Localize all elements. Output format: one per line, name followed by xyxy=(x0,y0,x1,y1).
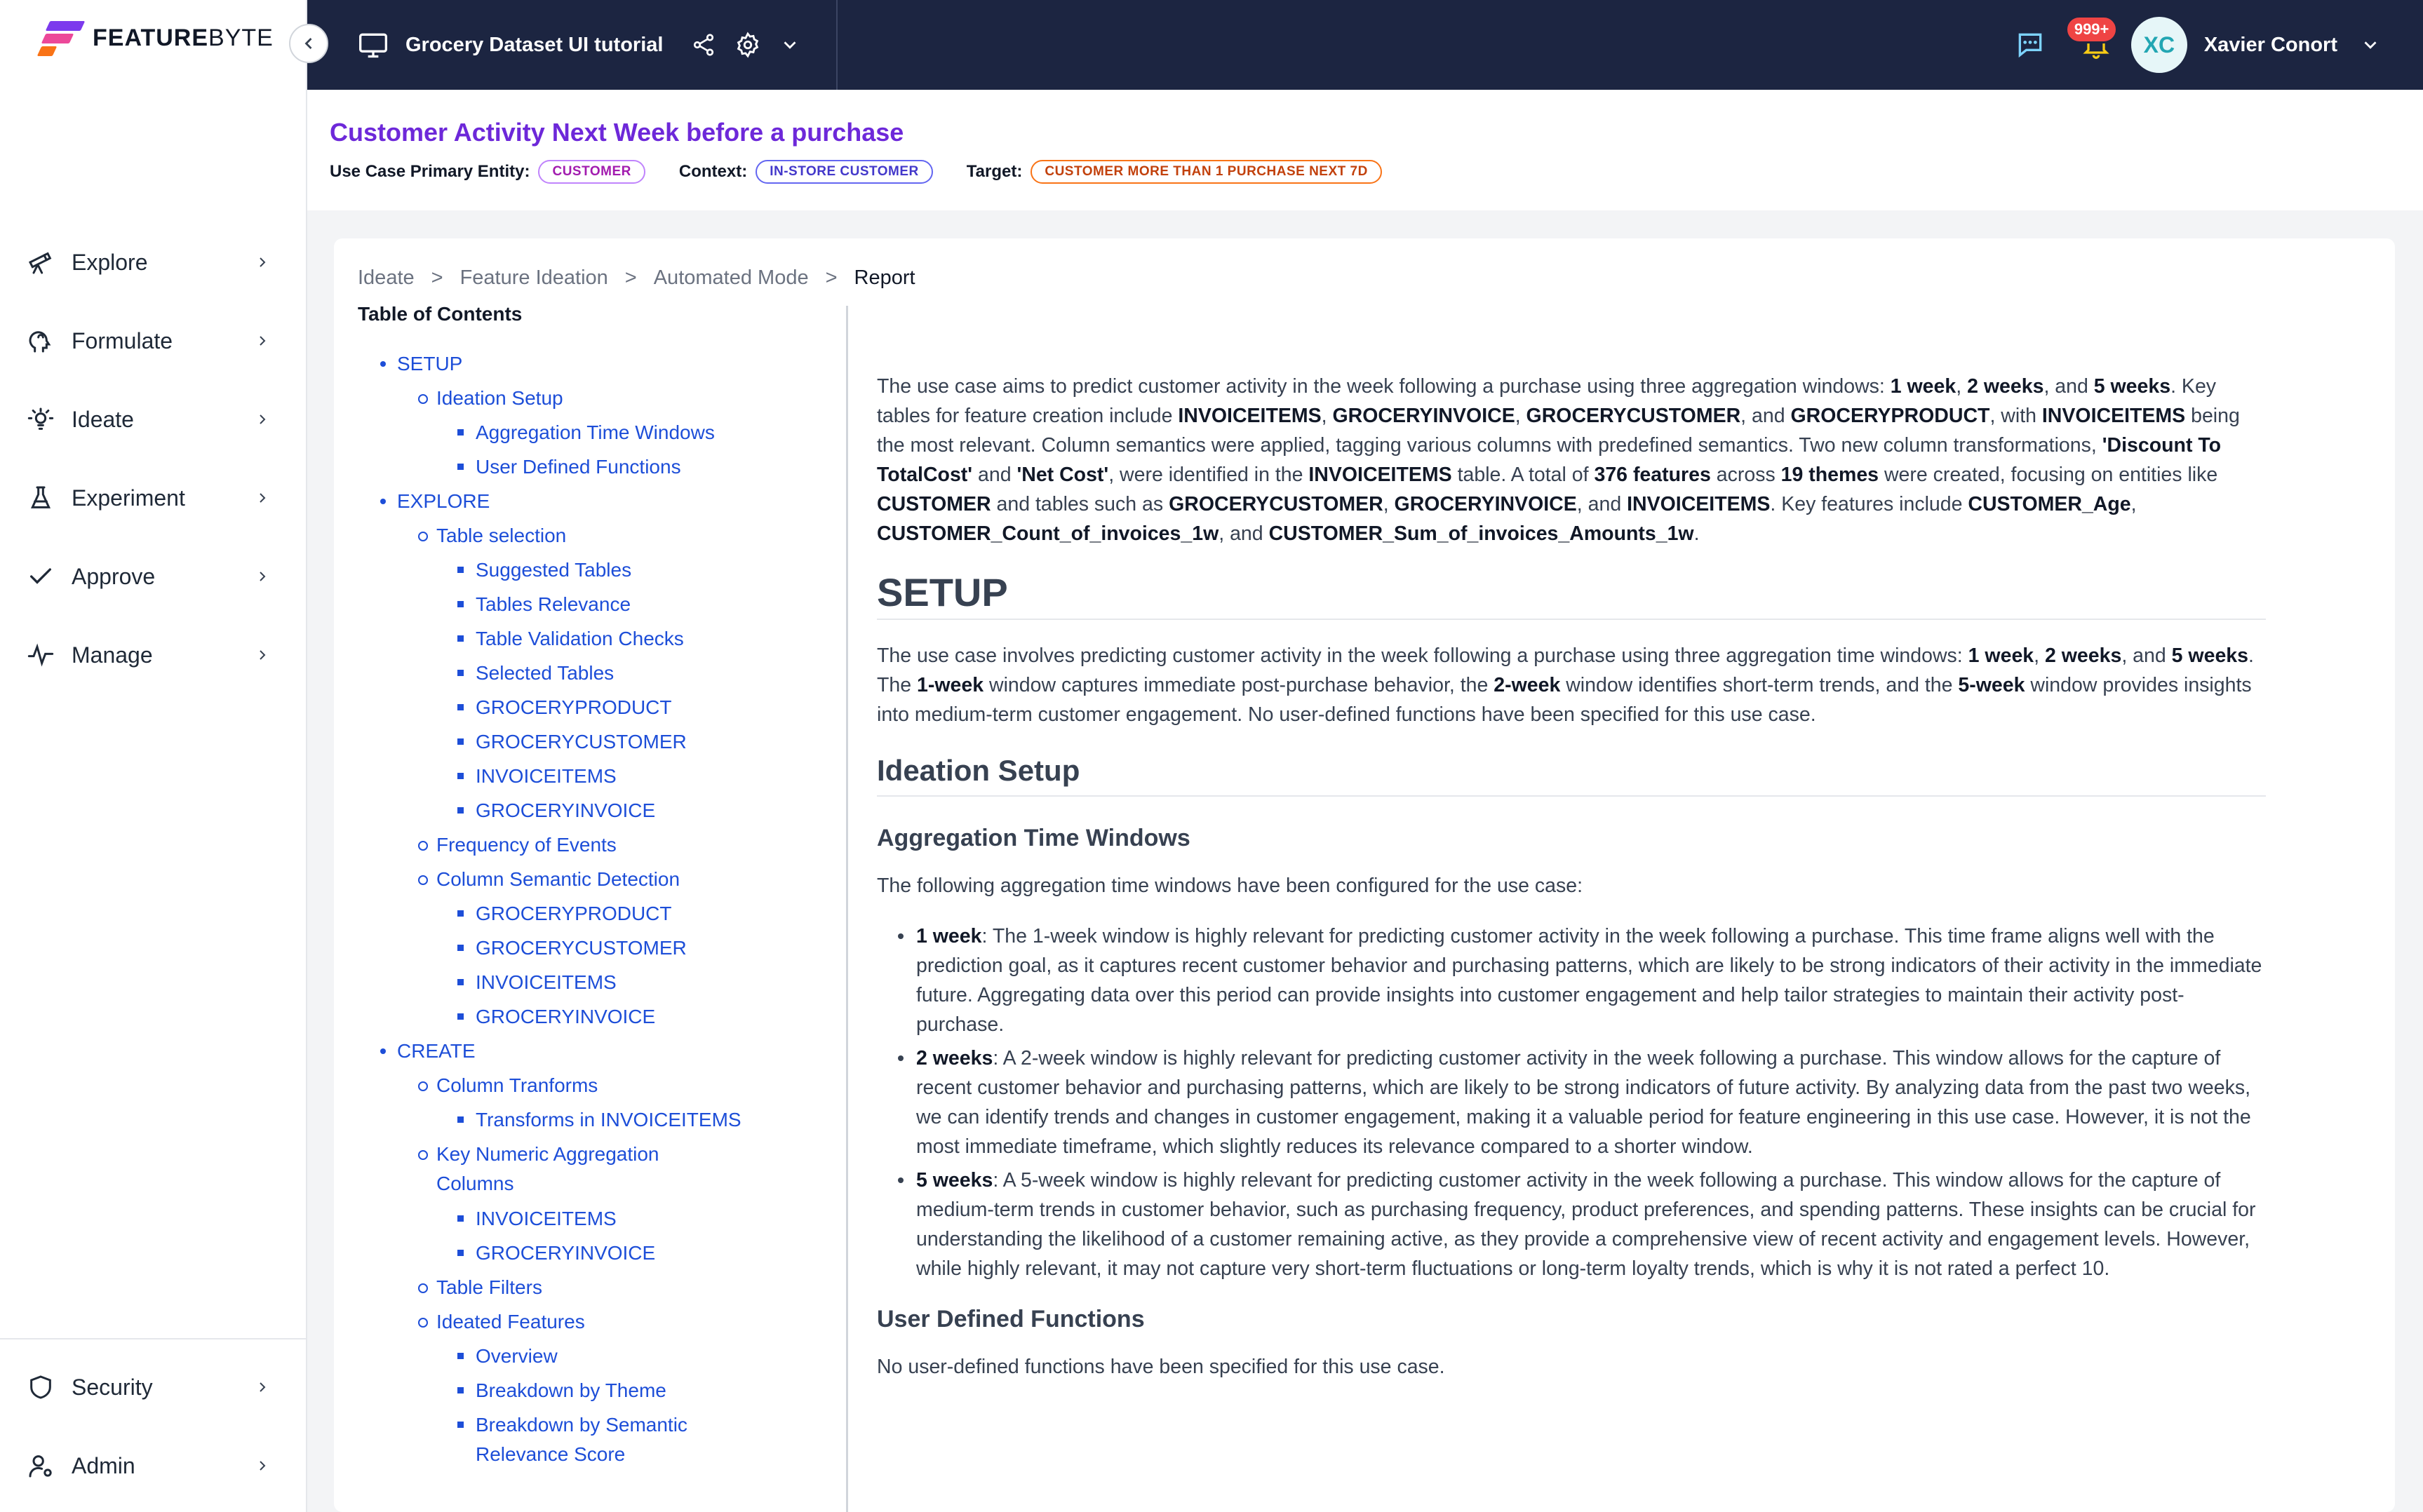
text-run: being the most relevant. Column semantics were applied, tagging various columns with predefined semantics. Two new column transformations, xyxy=(877,405,2240,457)
context-tag[interactable]: IN-STORE CUSTOMER xyxy=(756,160,933,184)
toc-item[interactable]: Suggested Tables xyxy=(358,553,835,587)
sidebar-nav xyxy=(0,223,306,694)
toc-item[interactable]: Ideation Setup xyxy=(358,381,835,415)
toc-title: Table of Contents xyxy=(358,303,523,325)
project-title: Grocery Dataset UI tutorial xyxy=(405,33,664,56)
window-description: : A 5-week window is highly relevant for predicting customer activity in the week following a purchase. This window allows for the capture of medium-term trends in customer behavior, such as purchasing frequency, product preferences, and spending patterns. These insights can be crucial for understanding the likelihood of a customer remaining active, as they provide a comprehensive view of recent activity and engagement levels. However, while highly relevant, it may not capture very short-term fluctuations or long-term loyalty trends, which is why it is not rated a perfect 10. xyxy=(916,1169,2256,1280)
toc-item[interactable]: INVOICEITEMS xyxy=(358,759,835,793)
aggregation-window-item xyxy=(877,922,2266,1039)
settings-button[interactable] xyxy=(734,32,761,58)
sidebar-item-label: Experiment xyxy=(72,485,185,511)
bold-term: GROCERYCUSTOMER xyxy=(1526,405,1741,427)
bold-term: 5 weeks xyxy=(2171,644,2248,667)
window-description: : The 1-week window is highly relevant for predicting customer activity in the week following a purchase. This time frame aligns well with the prediction goal, as it captures recent customer behavior and purchasing patterns, which are likely to be strong indicators of their activity in the immediate future. Aggregating data over this period can provide insights into customer engagement and help tailor strategies to maintain their activity post-purchase. xyxy=(916,925,2262,1036)
chevron-down-icon xyxy=(779,34,800,55)
toc-item[interactable]: GROCERYINVOICE xyxy=(358,999,835,1034)
project-selector[interactable] xyxy=(307,0,838,90)
sidebar-item-label: Approve xyxy=(72,563,156,589)
sidebar-item-label: Admin xyxy=(72,1452,135,1478)
notification-count-badge: 999+ xyxy=(2065,15,2119,43)
toc-item[interactable]: Aggregation Time Windows xyxy=(358,415,835,450)
text-run: window captures immediate post-purchase behavior, the xyxy=(984,674,1494,696)
text-run: The use case involves predicting customer activity in the week following a purchase using three aggregation time windows: xyxy=(877,644,1968,667)
shield-icon xyxy=(27,1373,55,1401)
chevron-right-icon xyxy=(254,490,271,506)
brand-logo[interactable] xyxy=(42,17,274,59)
text-run: window provides insights into medium-term customer engagement. No user-defined functions have been specified for this use case. xyxy=(877,674,2252,726)
aggregation-windows-intro: The following aggregation time windows have been configured for the use case: xyxy=(877,875,1583,897)
report-content xyxy=(877,372,2266,1382)
toc-item[interactable]: CREATE xyxy=(358,1034,835,1068)
sidebar-item-approve[interactable] xyxy=(0,537,306,616)
breadcrumb-separator: > xyxy=(431,266,443,289)
sidebar-item-label: Explore xyxy=(72,249,148,275)
bold-term: 2-week xyxy=(1494,674,1561,696)
toc-item[interactable]: Table Validation Checks xyxy=(358,621,835,656)
aggregation-window-item xyxy=(877,1166,2266,1283)
breadcrumb-separator: > xyxy=(825,266,838,289)
text-run: . The xyxy=(877,644,2254,696)
bold-term: CUSTOMER xyxy=(877,493,991,515)
use-case-meta xyxy=(330,160,1416,184)
toc-item[interactable]: Column Semantic Detection xyxy=(358,862,835,896)
sidebar-item-admin[interactable] xyxy=(0,1426,306,1505)
text-run: , xyxy=(1321,405,1333,427)
aggregation-windows-list xyxy=(877,922,2266,1283)
bold-term: GROCERYINVOICE xyxy=(1332,405,1515,427)
user-name[interactable]: Xavier Conort xyxy=(2203,33,2337,56)
chevron-left-icon xyxy=(299,34,318,53)
bold-term: 1 week xyxy=(1968,644,2034,667)
report-card xyxy=(334,238,2395,1512)
toc-list xyxy=(358,346,835,1472)
logo-mark-icon xyxy=(42,18,86,58)
setup-heading: SETUP xyxy=(877,578,2266,620)
text-run: were created, focusing on entities like xyxy=(1879,464,2218,486)
ideation-setup-heading: Ideation Setup xyxy=(877,756,2266,797)
bold-term: INVOICEITEMS xyxy=(1178,405,1322,427)
entity-tag[interactable]: CUSTOMER xyxy=(538,160,645,184)
bold-term: CUSTOMER_Sum_of_invoices_Amounts_1w xyxy=(1268,522,1694,545)
share-icon xyxy=(691,32,716,58)
text-run: , xyxy=(1956,375,1968,398)
share-button[interactable] xyxy=(691,32,716,58)
bold-term: INVOICEITEMS xyxy=(1627,493,1771,515)
breadcrumb-separator: > xyxy=(624,266,637,289)
toc-item[interactable]: GROCERYINVOICE xyxy=(358,1236,835,1270)
bold-term: GROCERYINVOICE xyxy=(1394,493,1577,515)
bold-term: 1 week xyxy=(1890,375,1956,398)
toc-item[interactable]: Ideated Features xyxy=(358,1304,835,1339)
toc-item[interactable]: Frequency of Events xyxy=(358,828,835,862)
breadcrumb-automated-mode[interactable]: Automated Mode xyxy=(653,266,809,289)
setup-text xyxy=(877,641,2266,729)
chevron-right-icon xyxy=(254,568,271,585)
text-run: window identifies short-term trends, and the xyxy=(1560,674,1959,696)
toc-item[interactable]: Column Tranforms xyxy=(358,1068,835,1102)
chevron-right-icon xyxy=(254,1457,271,1474)
toc-item[interactable]: Table Filters xyxy=(358,1270,835,1304)
window-label: 1 week xyxy=(916,925,982,947)
bold-term: CUSTOMER_Age xyxy=(1968,493,2131,515)
report-summary xyxy=(877,372,2266,548)
toc-divider[interactable] xyxy=(846,306,848,1512)
toc-item[interactable]: GROCERYCUSTOMER xyxy=(358,931,835,965)
use-case-header xyxy=(307,90,2423,210)
flask-icon xyxy=(27,484,55,512)
sidebar-item-label: Manage xyxy=(72,642,153,668)
brand-name: FEATUREBYTE xyxy=(93,24,274,51)
text-run: table. A total of xyxy=(1451,464,1595,486)
toc-item[interactable]: Tables Relevance xyxy=(358,587,835,621)
activity-pulse-icon xyxy=(27,641,55,669)
table-of-contents xyxy=(358,303,835,1472)
toc-item[interactable]: Breakdown by Semantic Relevance Score xyxy=(358,1408,835,1472)
text-run: . Key features include xyxy=(1770,493,1968,515)
window-description: : A 2-week window is highly relevant for predicting customer activity in the week following a purchase. This window allows for the capture of recent customer behavior and purchasing patterns, which are likely to be strong indicators of future activity. By analyzing data from the past two weeks, we can identify trends and changes in customer engagement, making it a valuable period for feature engineering in this use case. However, it is not the most immediate timeframe, which slightly reduces its relevance compared to a shorter window. xyxy=(916,1047,2251,1158)
bold-term: INVOICEITEMS xyxy=(1308,464,1452,486)
sidebar-item-label: Ideate xyxy=(72,406,134,432)
bold-term: CUSTOMER_Count_of_invoices_1w xyxy=(877,522,1219,545)
toc-item[interactable]: Breakdown by Theme xyxy=(358,1373,835,1408)
sidebar-item-experiment[interactable] xyxy=(0,459,306,537)
sidebar-item-label: Formulate xyxy=(72,328,173,353)
toc-item[interactable]: INVOICEITEMS xyxy=(358,965,835,999)
aggregation-windows-heading: Aggregation Time Windows xyxy=(877,825,1190,851)
toc-item[interactable]: Selected Tables xyxy=(358,656,835,690)
window-label: 5 weeks xyxy=(916,1169,993,1192)
chevron-right-icon xyxy=(254,332,271,349)
chat-icon xyxy=(2015,29,2046,60)
text-run: , and xyxy=(1740,405,1791,427)
sidebar-item-label: Security xyxy=(72,1374,153,1400)
user-gear-icon xyxy=(27,1452,55,1480)
breadcrumb xyxy=(358,266,915,290)
text-run: , xyxy=(2034,644,2045,667)
toc-item[interactable]: INVOICEITEMS xyxy=(358,1201,835,1236)
context-label: Context: xyxy=(678,162,748,181)
messages-button[interactable] xyxy=(2015,29,2046,60)
top-right-controls xyxy=(2015,0,2423,90)
text-run: across xyxy=(1710,464,1781,486)
text-run: . Key tables for feature creation include xyxy=(877,375,2217,427)
chevron-right-icon xyxy=(254,1379,271,1396)
toc-item[interactable]: Overview xyxy=(358,1339,835,1373)
text-run: , with xyxy=(1989,405,2042,427)
bold-term: INVOICEITEMS xyxy=(2041,405,2186,427)
window-label: 2 weeks xyxy=(916,1047,993,1069)
toc-item[interactable]: Key Numeric Aggregation Columns xyxy=(358,1137,835,1201)
project-dropdown-button[interactable] xyxy=(779,34,800,55)
target-tag[interactable]: CUSTOMER MORE THAN 1 PURCHASE NEXT 7D xyxy=(1031,160,1381,184)
text-run: , and xyxy=(2121,644,2172,667)
bold-term: 'Discount To TotalCost' xyxy=(877,434,2222,486)
avatar[interactable]: XC xyxy=(2131,17,2187,73)
sidebar xyxy=(0,0,307,1512)
bold-term: 2 weeks xyxy=(2045,644,2122,667)
toc-item[interactable]: Table selection xyxy=(358,518,835,553)
gear-icon xyxy=(734,32,761,58)
toc-item[interactable]: Transforms in INVOICEITEMS xyxy=(358,1102,835,1137)
target-label: Target: xyxy=(966,162,1023,181)
sidebar-item-manage[interactable] xyxy=(0,616,306,694)
text-run: , and xyxy=(1219,522,1269,545)
udf-text: No user-defined functions have been specified for this use case. xyxy=(877,1356,1445,1378)
sidebar-bottom-nav xyxy=(0,1338,306,1505)
use-case-title[interactable]: Customer Activity Next Week before a purchase xyxy=(330,118,904,147)
sidebar-item-explore[interactable] xyxy=(0,223,306,302)
entity-label: Use Case Primary Entity: xyxy=(330,162,530,181)
text-run: , and xyxy=(2043,375,2094,398)
notifications-button[interactable] xyxy=(2074,20,2112,60)
bold-term: 5 weeks xyxy=(2093,375,2171,398)
user-menu-button[interactable] xyxy=(2360,34,2381,55)
chevron-right-icon xyxy=(254,254,271,271)
text-run: and tables such as xyxy=(991,493,1169,515)
breadcrumb-report: Report xyxy=(854,266,915,289)
telescope-icon xyxy=(27,248,55,276)
text-run: , xyxy=(1515,405,1526,427)
bold-term: 5-week xyxy=(1958,674,2025,696)
toc-item[interactable]: User Defined Functions xyxy=(358,450,835,484)
sidebar-item-formulate[interactable] xyxy=(0,302,306,380)
toc-item[interactable]: GROCERYINVOICE xyxy=(358,793,835,828)
text-run: , xyxy=(2130,493,2137,515)
bold-term: 376 features xyxy=(1594,464,1711,486)
breadcrumb-feature-ideation[interactable]: Feature Ideation xyxy=(459,266,608,289)
bold-term: 2 weeks xyxy=(1967,375,2044,398)
chevron-right-icon xyxy=(254,411,271,428)
chevron-right-icon xyxy=(254,647,271,663)
text-run: , were identified in the xyxy=(1108,464,1309,486)
text-run: , and xyxy=(1576,493,1627,515)
sidebar-item-ideate[interactable] xyxy=(0,380,306,459)
text-run: . xyxy=(1693,522,1700,545)
toc-item[interactable]: GROCERYPRODUCT xyxy=(358,690,835,724)
bold-term: 1-week xyxy=(917,674,984,696)
toc-item[interactable]: SETUP xyxy=(358,346,835,381)
bold-term: GROCERYPRODUCT xyxy=(1790,405,1990,427)
text-run: , xyxy=(1383,493,1395,515)
toc-item[interactable]: GROCERYPRODUCT xyxy=(358,896,835,931)
head-brain-icon xyxy=(27,327,55,355)
toc-item[interactable]: GROCERYCUSTOMER xyxy=(358,724,835,759)
sidebar-collapse-button[interactable] xyxy=(289,24,328,63)
bold-term: GROCERYCUSTOMER xyxy=(1169,493,1383,515)
udf-heading: User Defined Functions xyxy=(877,1306,1145,1332)
bold-term: 19 themes xyxy=(1780,464,1879,486)
chevron-down-icon xyxy=(2360,34,2381,55)
sidebar-item-security[interactable] xyxy=(0,1348,306,1426)
breadcrumb-ideate[interactable]: Ideate xyxy=(358,266,415,289)
text-run: The use case aims to predict customer activity in the week following a purchase using three aggregation windows: xyxy=(877,375,1891,398)
monitor-icon xyxy=(358,29,389,60)
lightbulb-icon xyxy=(27,405,55,433)
top-bar xyxy=(307,0,2423,90)
checkmark-icon xyxy=(27,562,55,590)
toc-item[interactable]: EXPLORE xyxy=(358,484,835,518)
bold-term: 'Net Cost' xyxy=(1016,464,1109,486)
aggregation-window-item xyxy=(877,1044,2266,1161)
text-run: and xyxy=(972,464,1017,486)
